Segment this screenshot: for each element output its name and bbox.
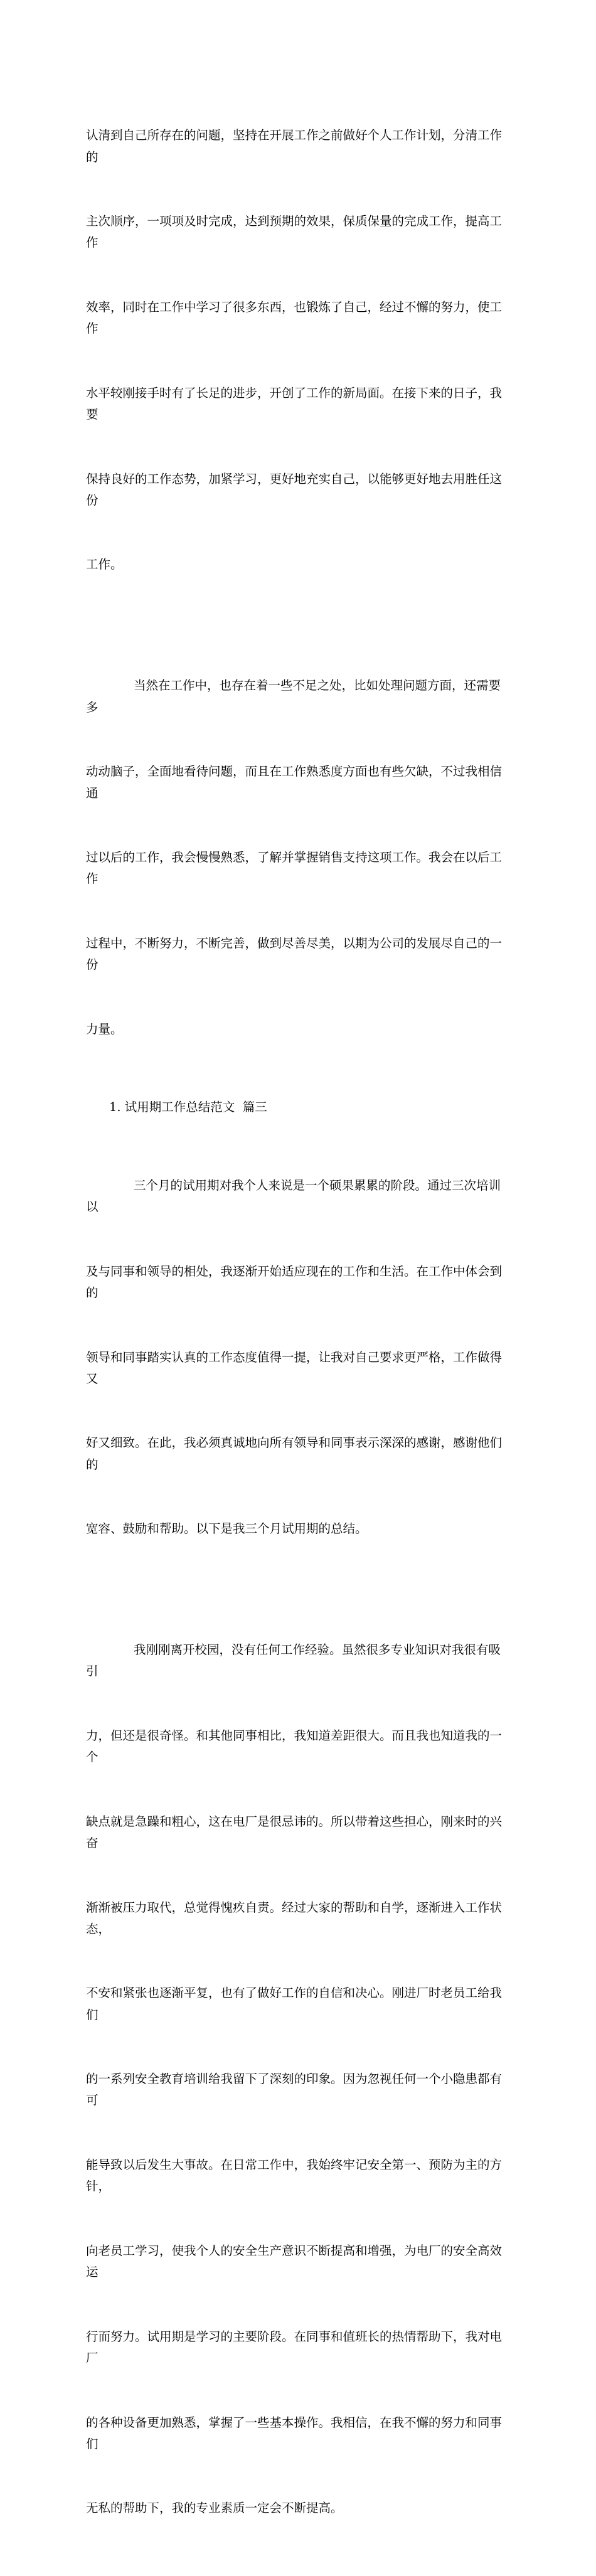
section-heading: 1. 试用期工作总结范文 篇三 [109, 1100, 267, 1115]
text-line: 过程中，不断努力，不断完善，做到尽善尽美，以期为公司的发展尽自己的一份 [86, 935, 503, 972]
text-line: 当然在工作中，也存在着一些不足之处，比如处理问题方面，还需要多 [86, 678, 501, 715]
text-line: 好又细致。在此，我必须真诚地向所有领导和同事表示深深的感谢，感谢他们的 [86, 1435, 503, 1472]
text-line: 无私的帮助下，我的专业素质一定会不断提高。 [86, 2501, 343, 2516]
text-line: 三个月的试用期对我个人来说是一个硕果累累的阶段。通过三次培训以 [86, 1178, 501, 1215]
text-line: 行而努力。试用期是学习的主要阶段。在同事和值班长的热情帮助下，我对电厂 [86, 2329, 503, 2365]
paragraph-shortcomings [86, 632, 509, 1083]
text-line: 能导致以后发生大事故。在日常工作中，我始终牢记安全第一、预防为主的方针， [86, 2158, 503, 2194]
text-line: 渐渐被压力取代，总觉得愧疚自责。经过大家的帮助和自学，逐渐进入工作状态， [86, 1900, 503, 1936]
text-line: 向老员工学习，使我个人的安全生产意识不断提高和增强，为电厂的安全高效运 [86, 2243, 503, 2280]
paragraph-experience [86, 1597, 509, 2562]
paragraph-work-plan [86, 82, 509, 619]
text-line: 力量。 [86, 1021, 123, 1036]
text-line: 及与同事和领导的相处，我逐渐开始适应现在的工作和生活。在工作中体会到的 [86, 1264, 503, 1300]
document-body [86, 82, 509, 2576]
text-line: 认清到自己所存在的问题，坚持在开展工作之前做好个人工作计划，分清工作的 [86, 128, 503, 164]
text-line: 效率，同时在工作中学习了很多东西，也锻炼了自己，经过不懈的努力，使工作 [86, 300, 503, 336]
text-line: 的各种设备更加熟悉，掌握了一些基本操作。我相信，在我不懈的努力和同事们 [86, 2415, 503, 2451]
text-line: 缺点就是急躁和粗心，这在电厂是很忌讳的。所以带着这些担心，刚来时的兴奋 [86, 1814, 503, 1851]
text-line: 我刚刚离开校园，没有任何工作经验。虽然很多专业知识对我很有吸引 [86, 1642, 501, 1679]
text-line: 保持良好的工作态势，加紧学习，更好地充实自己，以能够更好地去用胜任这份 [86, 471, 503, 508]
text-line: 宽容、鼓励和帮助。以下是我三个月试用期的总结。 [86, 1521, 368, 1536]
text-line: 力，但还是很奇怪。和其他同事相比，我知道差距很大。而且我也知道我的一个 [86, 1728, 503, 1765]
text-line: 不安和紧张也逐渐平复，也有了做好工作的自信和决心。刚进厂时老员工给我们 [86, 1986, 503, 2022]
text-line: 主次顺序，一项项及时完成，达到预期的效果，保质保量的完成工作，提高工作 [86, 214, 503, 250]
text-line: 的一系列安全教育培训给我留下了深刻的印象。因为忽视任何一个小隐患都有可 [86, 2072, 503, 2108]
text-line: 工作。 [86, 557, 123, 572]
text-line: 过以后的工作，我会慢慢熟悉，了解并掌握销售支持这项工作。我会在以后工作 [86, 850, 503, 886]
text-line: 动动脑子，全面地看待问题，而且在工作熟悉度方面也有些欠缺，不过我相信通 [86, 764, 503, 801]
paragraph-three-months [86, 1132, 509, 1583]
text-line: 领导和同事踏实认真的工作态度值得一提，让我对自己要求更严格，工作做得又 [86, 1349, 503, 1386]
text-line: 水平较刚接手时有了长足的进步，开创了工作的新局面。在接下来的日子，我要 [86, 385, 503, 422]
